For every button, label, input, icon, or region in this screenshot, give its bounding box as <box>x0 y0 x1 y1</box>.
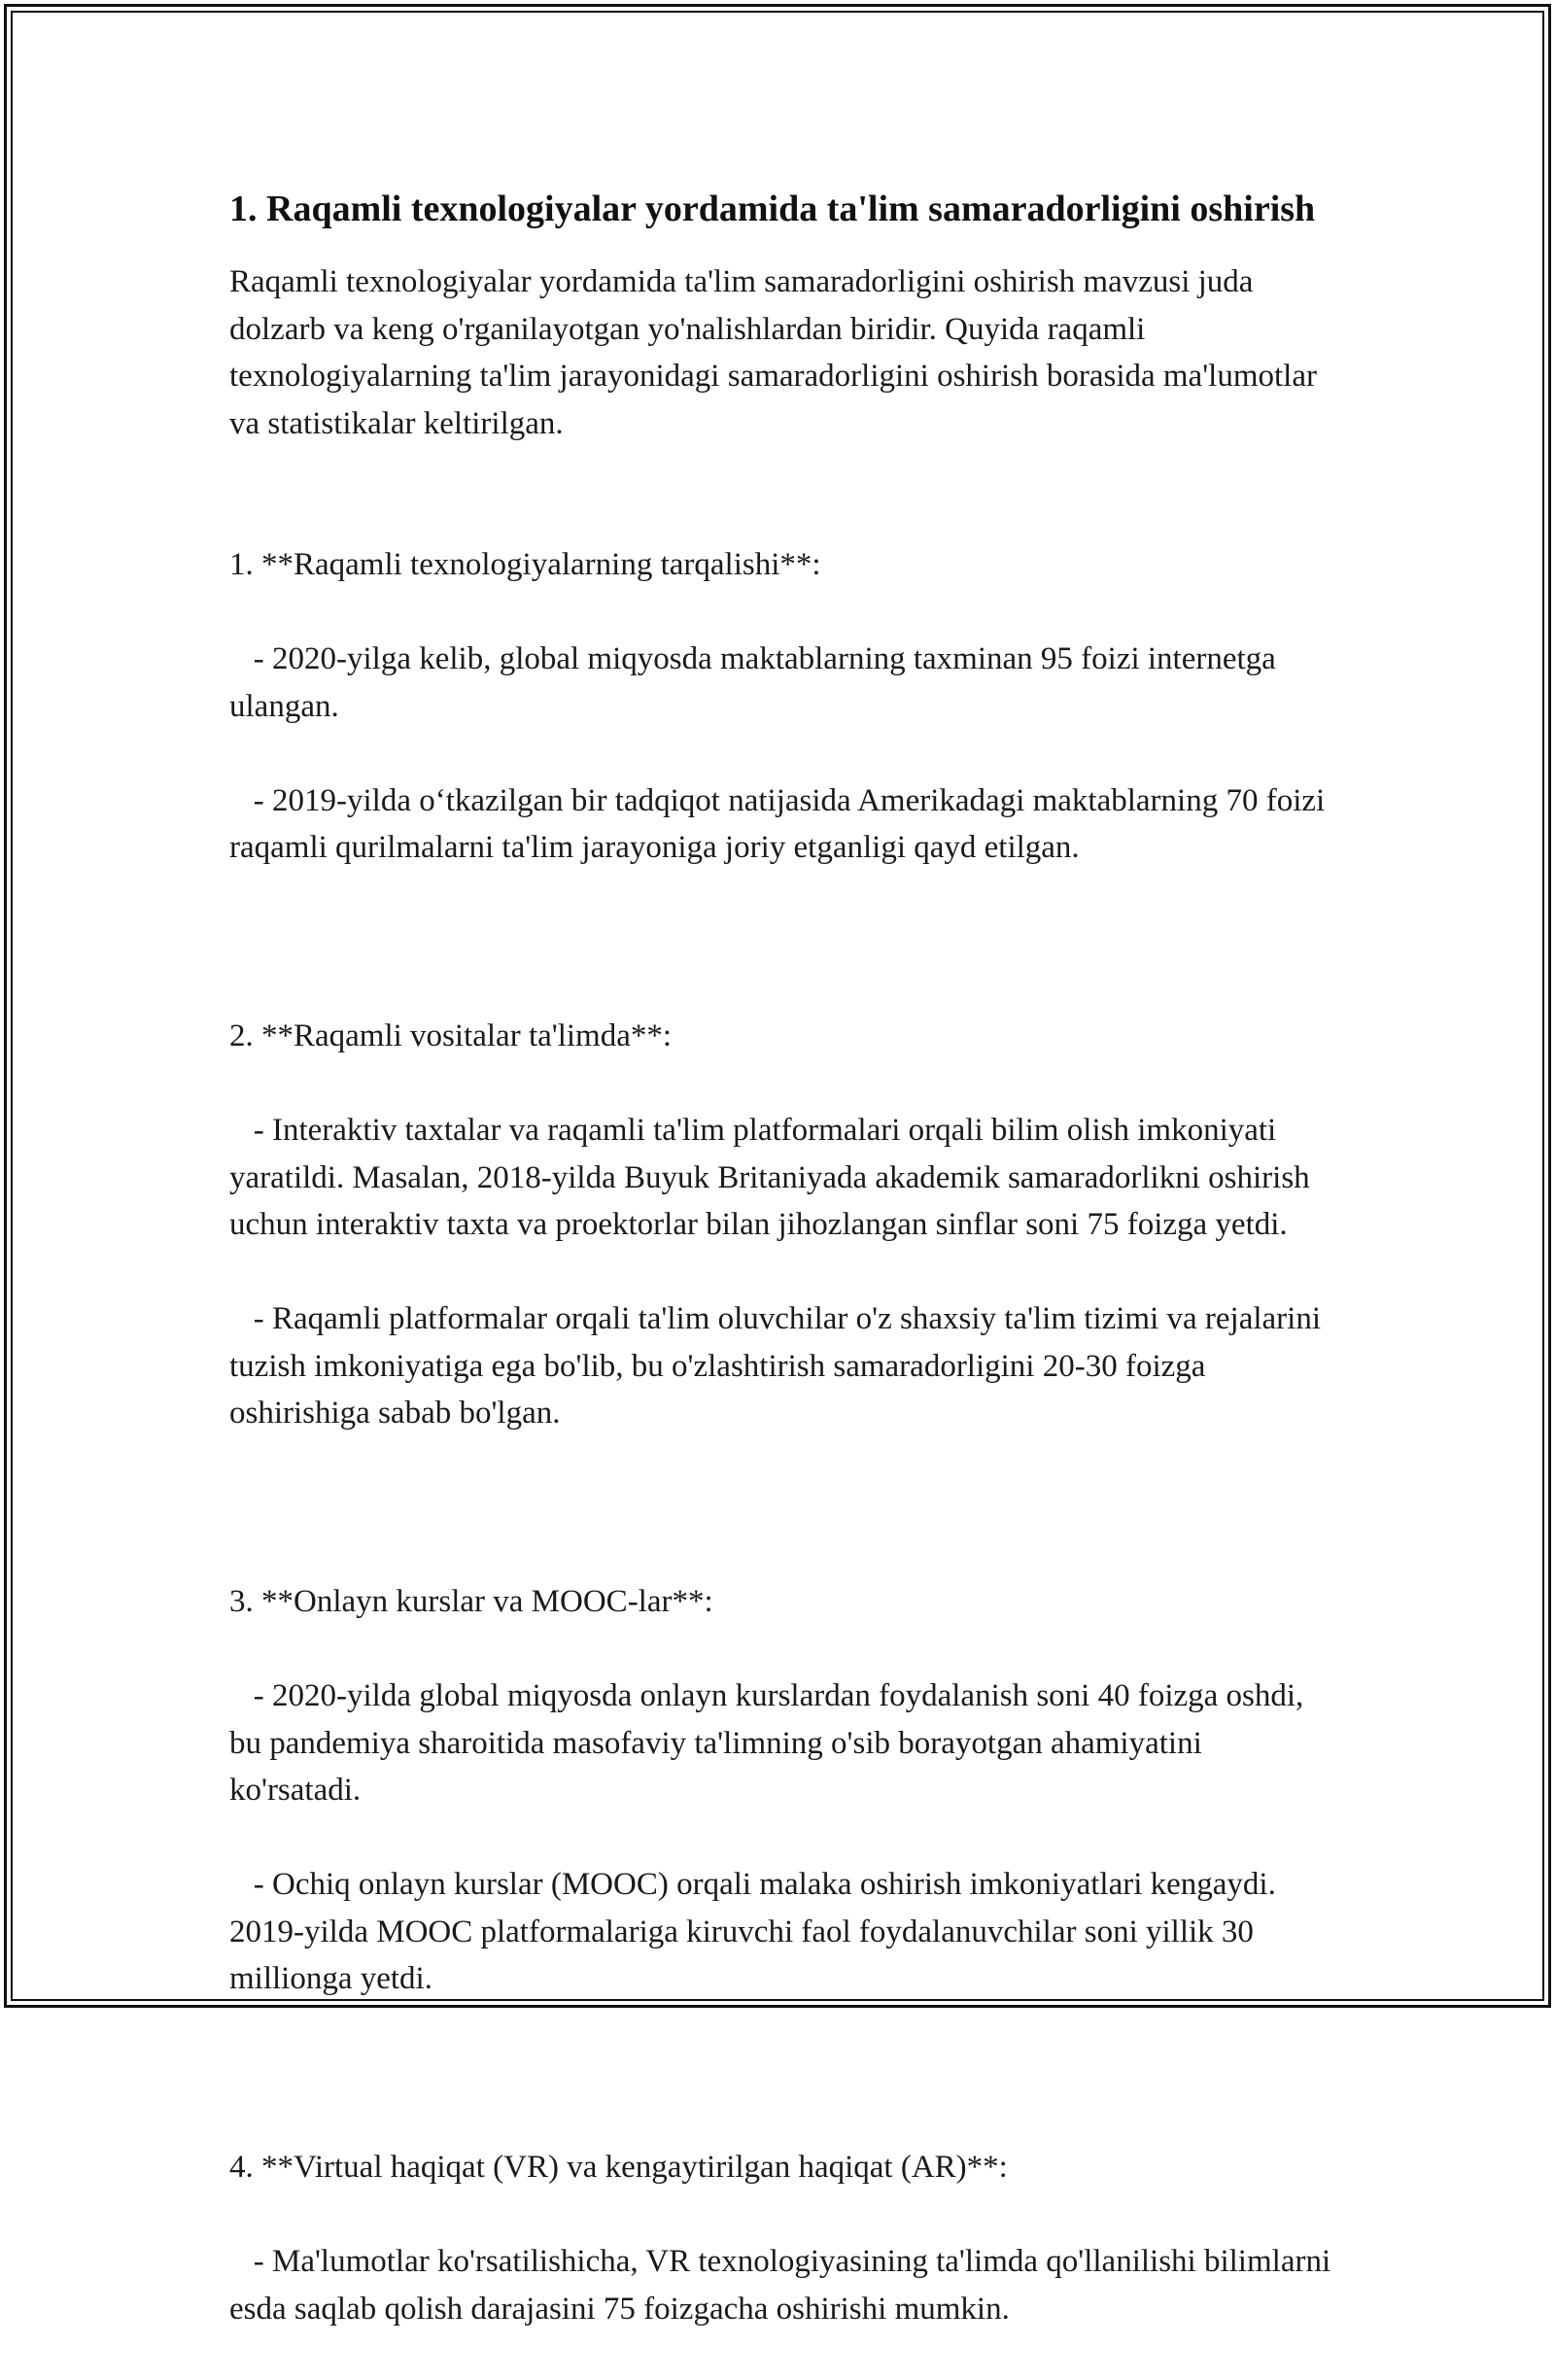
section-heading: 4. **Virtual haqiqat (VR) va kengaytirilgan haqiqat (AR)**: <box>229 2150 1008 2185</box>
list-item: - 2020-yilda global miqyosda onlayn kurslardan foydalanish soni 40 foizga oshdi, bu pandemiya sharoitida masofaviy ta'limning o'sib borayotgan ahamiyatini ko'rsatadi. <box>229 1678 1312 1808</box>
document-title: 1. Raqamli texnologiyalar yordamida ta'lim samaradorligini oshirish <box>229 189 1316 229</box>
document-body <box>229 183 1337 2380</box>
section-4 <box>229 2097 1337 2380</box>
intro-paragraph: Raqamli texnologiyalar yordamida ta'lim samaradorligini oshirish mavzusi juda dolzarb va keng o'rganilayotgan yo'nalishlardan biridir. Quyida raqamli texnologiyalarning ta'lim jarayonidagi samaradorligini oshirish borasida ma'lumotlar va statistikalar keltirilgan. <box>229 264 1317 441</box>
section-2 <box>229 966 1337 1485</box>
list-item: - Ochiq onlayn kurslar (MOOC) orqali malaka oshirish imkoniyatlari kengaydi. 2019-yilda MOOC platformalariga kiruvchi faol foydalanuvchilar soni yillik 30 millionga yetdi. <box>229 1867 1285 1996</box>
section-1 <box>229 495 1337 919</box>
section-heading: 3. **Onlayn kurslar va MOOC-lar**: <box>229 1584 713 1619</box>
section-heading: 2. **Raqamli vositalar ta'limda**: <box>229 1018 673 1053</box>
list-item: - 2019-yilda o‘tkazilgan bir tadqiqot natijasida Amerikadagi maktablarning 70 foizi raqamli qurilmalarni ta'lim jarayoniga joriy etganligi qayd etilgan. <box>229 782 1333 865</box>
section-heading: 1. **Raqamli texnologiyalarning tarqalishi**: <box>229 547 821 582</box>
list-item: - 2020-yilga kelib, global miqyosda maktablarning taxminan 95 foizi internetga ulangan. <box>229 641 1285 724</box>
list-item: - Ma'lumotlar ko'rsatilishicha, VR texnologiyasining ta'limda qo'llanilishi bilimlarni esda saqlab qolish darajasini 75 foizgacha oshirishi mumkin. <box>229 2244 1339 2327</box>
list-item: - Raqamli platformalar orqali ta'lim oluvchilar o'z shaxsiy ta'lim tizimi va rejalarini tuzish imkoniyatiga ega bo'lib, bu o'zlashtirish samaradorligini 20-30 foizga oshirishiga sabab bo'lgan. <box>229 1301 1330 1431</box>
section-3 <box>229 1532 1337 2051</box>
list-item: - Interaktiv taxtalar va raqamli ta'lim platformalari orqali bilim olish imkoniyati yaratildi. Masalan, 2018-yilda Buyuk Britaniyada akademik samaradorlikni oshirish uchun interaktiv taxta va proektorlar bilan jihozlangan sinflar soni 75 foizga yetdi. <box>229 1113 1318 1242</box>
